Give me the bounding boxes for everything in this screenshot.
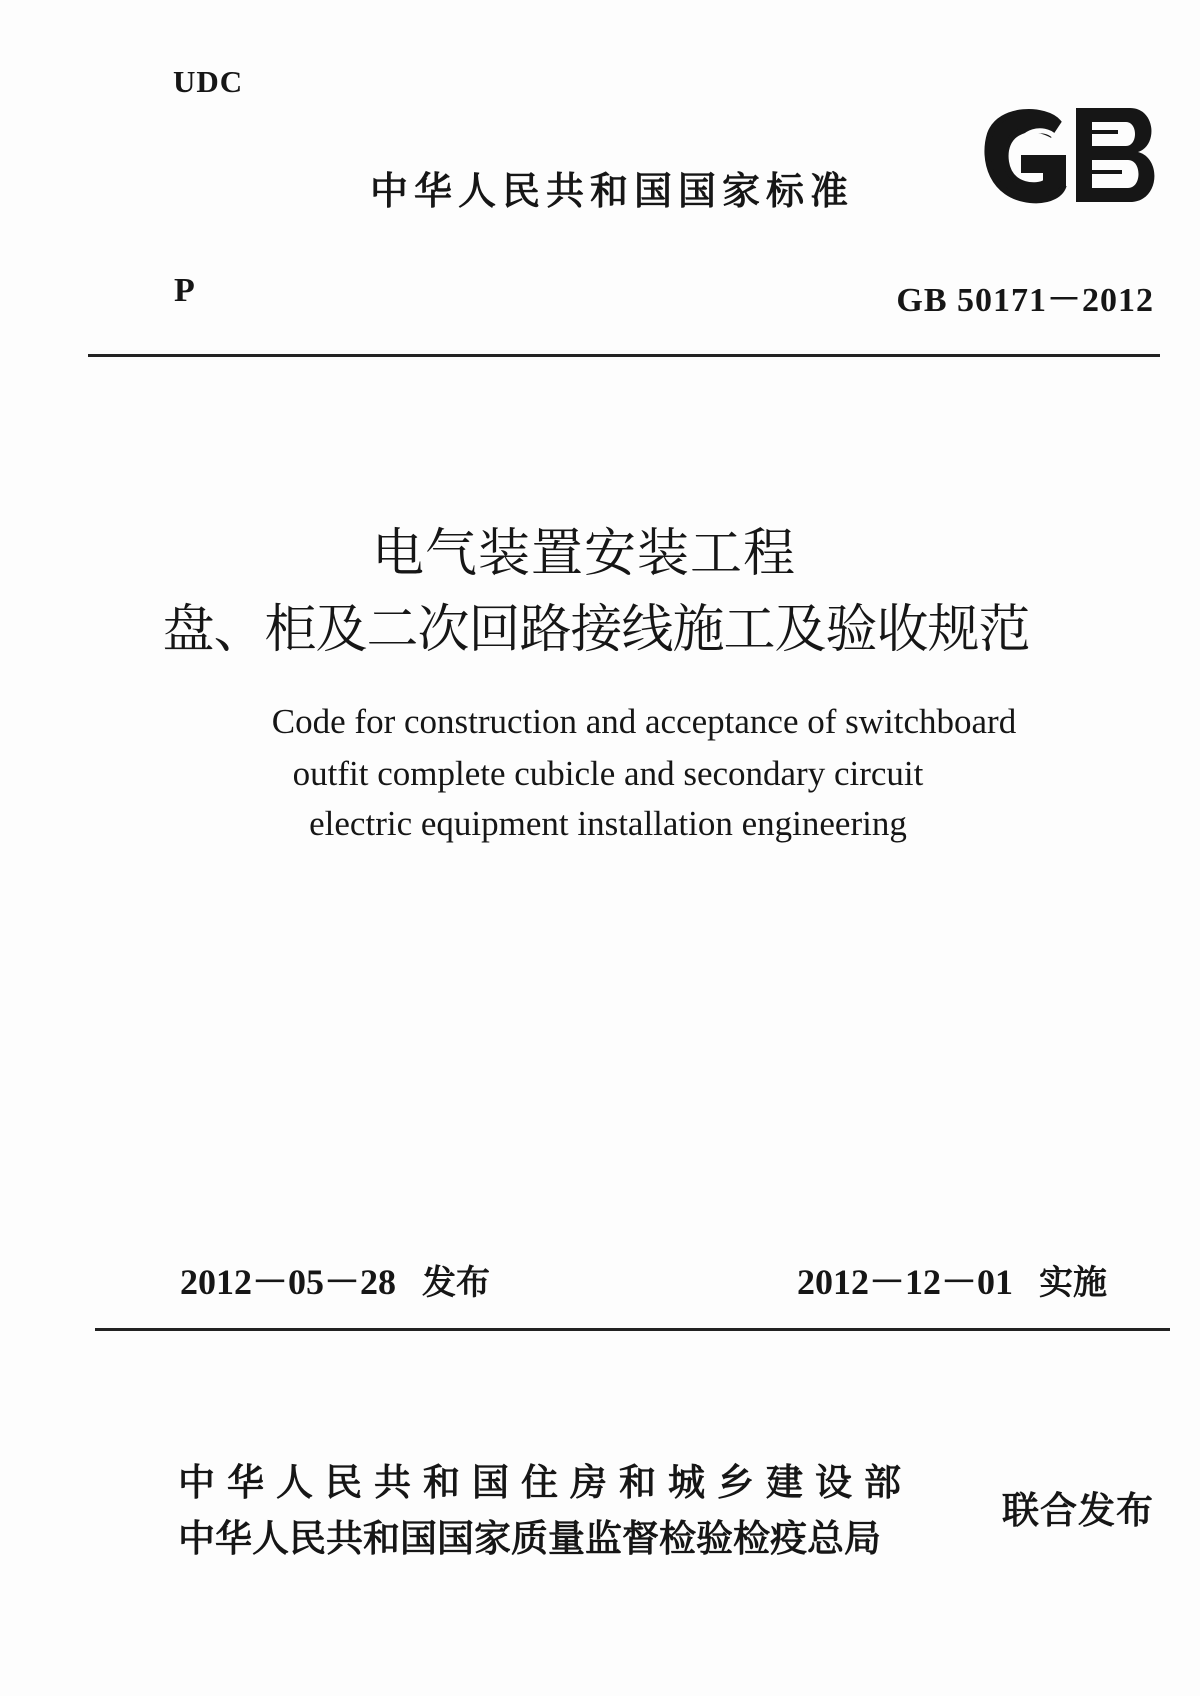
- title-en-line3: electric equipment installation engineering: [309, 804, 907, 843]
- title-en-line1: Code for construction and acceptance of switchboard: [271, 702, 1017, 741]
- udc-label: UDC: [173, 64, 244, 99]
- issue-label: 发布: [422, 1263, 491, 1303]
- issuer-aqsiq: 中华人民共和国国家质量监督检验检疫总局: [178, 1517, 881, 1560]
- issue-date-line: [180, 1254, 490, 1305]
- effective-label: 实施: [1039, 1263, 1108, 1303]
- bottom-divider: [95, 1328, 1170, 1331]
- effective-date-line: [797, 1254, 1150, 1305]
- title-cn-line1: 电气装置安装工程: [371, 524, 796, 584]
- standard-number: GB 50171－2012: [896, 282, 1154, 319]
- title-en-line2: outfit complete cubicle and secondary circuit: [292, 754, 924, 793]
- effective-date: 2012－12－01: [797, 1262, 1014, 1302]
- issuer-ministry-housing: 中华人民共和国住房和城乡建设部: [178, 1461, 913, 1504]
- joint-issue-label: 联合发布: [1002, 1489, 1154, 1532]
- category-code: P: [174, 272, 195, 309]
- title-cn-line2: 盘、柜及二次回路接线施工及验收规范: [162, 600, 1030, 660]
- top-divider: [88, 354, 1160, 357]
- issue-date: 2012－05－28: [180, 1262, 397, 1302]
- gb-logo: [980, 100, 1160, 210]
- standard-type-heading: 中华人民共和国国家标准: [370, 169, 855, 213]
